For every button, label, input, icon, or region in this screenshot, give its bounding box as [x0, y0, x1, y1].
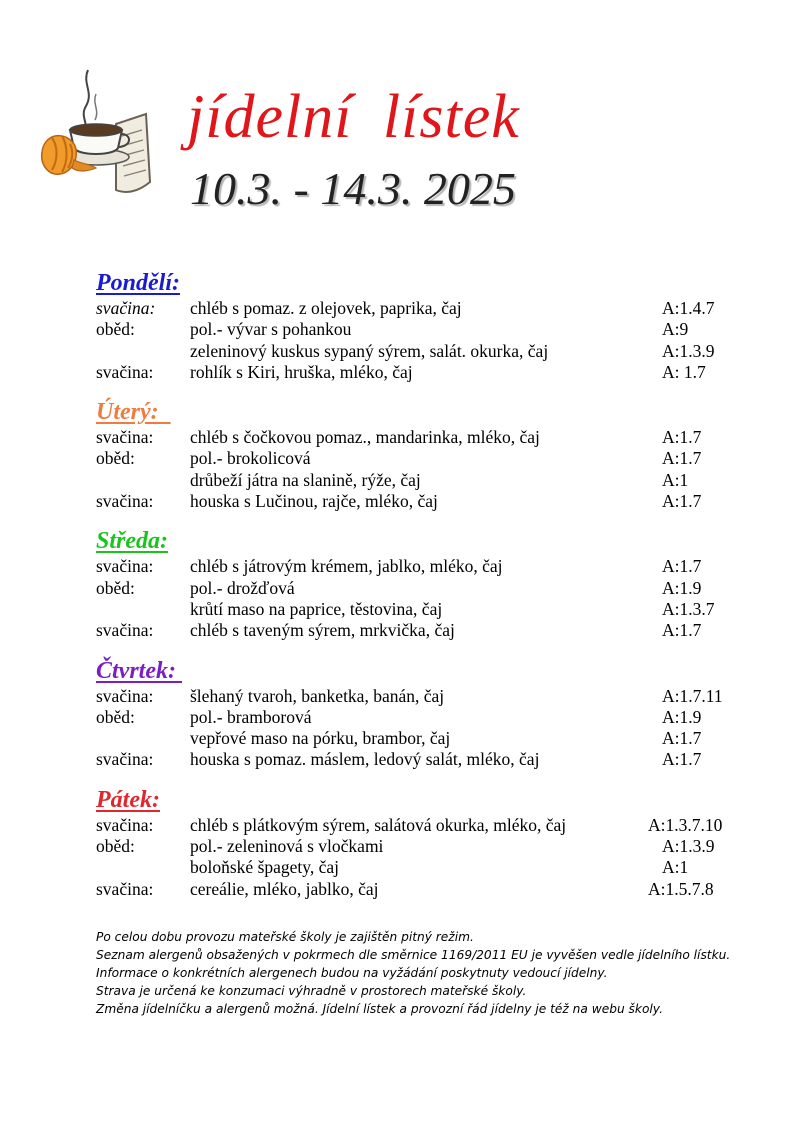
day-wednesday [96, 526, 756, 641]
allergen-codes: A:1.7 [662, 620, 702, 641]
dish: pol.- vývar s pohankou [190, 319, 352, 340]
coffee-croissant-illustration [38, 64, 163, 199]
menu-row [96, 857, 756, 878]
dish: chléb s taveným sýrem, mrkvička, čaj [190, 620, 455, 641]
menu-row [96, 556, 756, 577]
dish: chléb s pomaz. z olejovek, paprika, čaj [190, 298, 462, 318]
allergen-codes: A:1 [662, 469, 689, 490]
allergen-codes: A:1.7 [662, 448, 702, 469]
menu-row [96, 578, 756, 599]
menu-row [96, 707, 756, 728]
allergen-codes: A:1.4.7 [662, 298, 715, 318]
allergen-codes: A:1.3.7.10 [648, 814, 723, 835]
allergen-codes: A:1.7 [662, 427, 702, 448]
allergen-codes: A:1 [662, 857, 689, 878]
meal-type: oběd: [96, 577, 135, 598]
meal-type: svačina: [96, 685, 154, 706]
allergen-codes: A:1.7 [662, 749, 702, 770]
allergen-codes: A:1.7 [662, 728, 702, 749]
meal-type: svačina: [96, 878, 154, 899]
dish: cereálie, mléko, jablko, čaj [190, 878, 379, 899]
meal-type: svačina: [96, 427, 154, 448]
menu-row [96, 815, 756, 836]
menu-row [96, 599, 756, 620]
note-line: Po celou dobu provozu mateřské školy je zajištěn pitný režim. [96, 930, 474, 944]
dish: houska s pomaz. máslem, ledový salát, mléko, čaj [190, 749, 540, 770]
dish: pol.- bramborová [190, 706, 312, 727]
dish: vepřové maso na pórku, brambor, čaj [190, 728, 451, 749]
menu-row [96, 879, 756, 900]
date-range: 10.3. - 14.3. 2025 [190, 163, 516, 214]
note-line: Změna jídelníčku a alergenů možná. Jídelní lístek a provozní řád jídelny je též na webu školy. [96, 1002, 663, 1016]
meal-type: oběd: [96, 448, 135, 469]
allergen-codes: A:1.7 [662, 556, 702, 577]
dish: pol.- drožďová [190, 577, 295, 598]
dish: pol.- zeleninová s vločkami [190, 836, 384, 857]
dish: krůtí maso na paprice, těstovina, čaj [190, 598, 443, 619]
footer-notes [96, 928, 756, 1018]
dish: houska s Lučinou, rajče, mléko, čaj [190, 491, 438, 512]
day-name: Středa: [96, 528, 168, 555]
dish: drůbeží játra na slanině, rýže, čaj [190, 469, 421, 490]
weekly-menu [96, 268, 756, 914]
menu-row [96, 298, 756, 319]
meal-type: oběd: [96, 319, 135, 340]
dish: chléb s játrovým krémem, jablko, mléko, čaj [190, 556, 503, 577]
meal-type: oběd: [96, 706, 135, 727]
allergen-codes: A:1.7 [662, 491, 702, 512]
menu-row [96, 319, 756, 340]
allergen-codes: A:1.3.7 [662, 598, 715, 619]
page-title: jídelní lístek [187, 83, 520, 151]
allergen-codes: A:1.9 [662, 706, 702, 727]
meal-type: svačina: [96, 814, 154, 835]
dish: šlehaný tvaroh, banketka, banán, čaj [190, 685, 445, 706]
meal-type: svačina: [96, 749, 154, 770]
menu-row [96, 470, 756, 491]
menu-row [96, 448, 756, 469]
day-name: Úterý: [96, 399, 171, 426]
day-tuesday [96, 397, 756, 512]
note-line: Seznam alergenů obsažených v pokrmech dle směrnice 1169/2011 EU je vyvěšen vedle jídelního lístku. [96, 948, 731, 962]
dish: chléb s čočkovou pomaz., mandarinka, mléko, čaj [190, 427, 540, 448]
meal-type: svačina: [96, 556, 154, 577]
day-name: Pátek: [96, 786, 160, 813]
menu-row [96, 620, 756, 641]
dish: pol.- brokolicová [190, 448, 311, 469]
allergen-codes: A:9 [662, 319, 689, 340]
menu-row [96, 749, 756, 770]
menu-row [96, 427, 756, 448]
day-name: Pondělí: [96, 270, 180, 296]
dish: boloňské špagety, čaj [190, 857, 340, 878]
dish: rohlík s Kiri, hruška, mléko, čaj [190, 361, 413, 382]
note-line: Informace o konkrétních alergenech budou na vyžádání poskytnuty vedoucí jídelny. [96, 966, 608, 980]
day-name: Čtvrtek: [96, 657, 182, 684]
allergen-codes: A:1.3.9 [662, 836, 715, 857]
menu-row [96, 341, 756, 362]
menu-row [96, 686, 756, 707]
meal-type: svačina: [96, 361, 154, 382]
menu-row [96, 491, 756, 512]
meal-type: svačina: [96, 491, 154, 512]
allergen-codes: A:1.7.11 [662, 685, 723, 706]
meal-type: oběd: [96, 836, 135, 857]
menu-row [96, 362, 756, 383]
dish: zeleninový kuskus sypaný sýrem, salát. okurka, čaj [190, 340, 549, 361]
day-friday [96, 785, 756, 900]
menu-row [96, 836, 756, 857]
menu-row [96, 728, 756, 749]
allergen-codes: A: 1.7 [662, 361, 706, 382]
allergen-codes: A:1.9 [662, 577, 702, 598]
day-monday [96, 268, 756, 383]
day-thursday [96, 656, 756, 771]
dish: chléb s plátkovým sýrem, salátová okurka, mléko, čaj [190, 814, 567, 835]
meal-type: svačina: [96, 620, 154, 641]
allergen-codes: A:1.3.9 [662, 340, 715, 361]
note-line: Strava je určená ke konzumaci výhradně v prostorech mateřské školy. [96, 984, 527, 998]
meal-type: svačina: [96, 298, 156, 318]
allergen-codes: A:1.5.7.8 [648, 878, 714, 899]
